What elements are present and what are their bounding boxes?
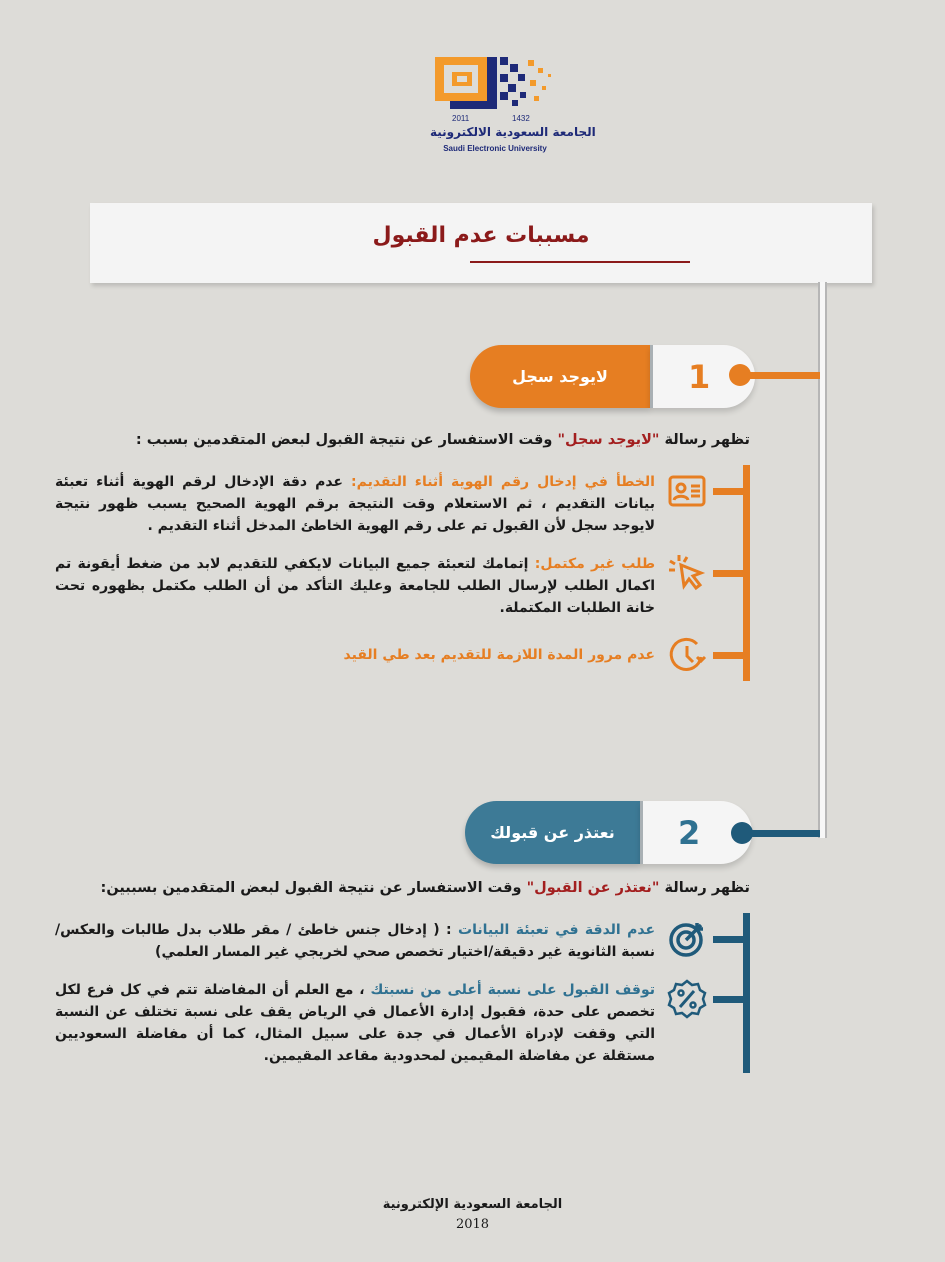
- section1-item1-text: الخطأ في إدخال رقم الهوية أثناء التقديم: عدم دقة الإدخال لرقم الهوية أثناء تعبئة بيانات التقديم ، ثم الاستعلام وقت النتيجة برقم الهوية الصحيح يسبب ظهور نتيجة لايوجد سجل لأن القبول تم على رقم الهوية الخاطئ المدخل أثناء التقديم .: [55, 474, 655, 534]
- section1-intro: تظهر رسالة "لايوجد سجل" وقت الاستفسار عن نتيجة القبول لبعض المتقدمين بسبب :: [135, 432, 750, 448]
- cursor-click-icon: [667, 553, 707, 593]
- university-logo: [430, 52, 596, 162]
- section1-item3-text: عدم مرور المدة اللازمة للتقديم بعد طي القيد: [343, 647, 655, 663]
- section1-connector: [745, 372, 820, 379]
- section1-item1: [55, 471, 707, 537]
- section2-label: نعتذر عن قبولك: [465, 801, 640, 864]
- footer-university-name: الجامعة السعودية الإلكترونية: [382, 1197, 563, 1212]
- section2-item2: [55, 979, 707, 1067]
- footer-year: 2018: [455, 1217, 490, 1232]
- title-banner: [90, 203, 872, 283]
- bracket-tick: [713, 652, 743, 659]
- section1-item2-text: طلب غير مكتمل: إتمامك لتعبئة جميع البيانات لايكفي للتقديم لابد من ضغط أيقونة تم اكمال الطلب لإرسال الطلب للجامعة وعليك التأكد من أن الطلب مكتمل بظهوره تحت خانة الطلبات المكتملة.: [55, 556, 656, 616]
- logo-mark: [430, 52, 560, 112]
- title-underline: [470, 261, 690, 263]
- section2-connector: [748, 830, 820, 837]
- section1-item2: [55, 553, 707, 619]
- section2-content: [55, 878, 750, 1073]
- timeline-connector: [818, 282, 827, 838]
- target-icon: [667, 919, 707, 959]
- section2-item1-text: عدم الدقة في تعبئة البيانات : ( إدخال جنس خاطئ / مقر طلاب بدل طالبات والعكس/نسبة الثانوية غير دقيقة/اختيار تخصص صحي لخريجي غير المسار العلمي): [55, 922, 656, 960]
- section2-item1: [55, 919, 707, 963]
- clock-icon: [667, 635, 707, 675]
- page-title: مسببات عدم القبول: [372, 223, 590, 248]
- section2-number: 2: [640, 801, 752, 864]
- section2-item2-text: توقف القبول على نسبة أعلى من نسبتك ، مع العلم أن المفاضلة تتم في كل فرع لكل تخصص على حدة، فقبول إدارة الأعمال في الرياض يقف على نسبة تختلف عن النسبة التي وقفت لإدراة الأعمال في جدة على سبيل المثال، كما أن مفاضلة السعوديين مستقلة عن مفاضلة المقيمين لمحدودية مقاعد المقيمين.: [55, 982, 655, 1064]
- bracket-tick: [713, 488, 743, 495]
- section1-bracket: [55, 465, 750, 681]
- logo-year-gregorian: 2011: [452, 114, 470, 123]
- section1-content: [55, 430, 750, 681]
- bracket-tick: [713, 570, 743, 577]
- bracket-tick: [713, 996, 743, 1003]
- bracket-tick: [713, 936, 743, 943]
- section2-intro: تظهر رسالة "نعتذر عن القبول" وقت الاستفسار عن نتيجة القبول لبعض المتقدمين بسببين:: [100, 880, 750, 896]
- section2-bracket: [55, 913, 750, 1073]
- id-card-icon: [667, 471, 707, 511]
- logo-name-arabic: الجامعة السعودية الالكترونية: [430, 125, 596, 139]
- section1-item3: [55, 635, 707, 675]
- section1-number: 1: [650, 345, 755, 408]
- percent-badge-icon: [667, 979, 707, 1019]
- logo-name-english: Saudi Electronic University: [443, 144, 547, 153]
- section1-label: لايوجد سجل: [470, 345, 650, 408]
- logo-year-hijri: 1432: [512, 114, 530, 123]
